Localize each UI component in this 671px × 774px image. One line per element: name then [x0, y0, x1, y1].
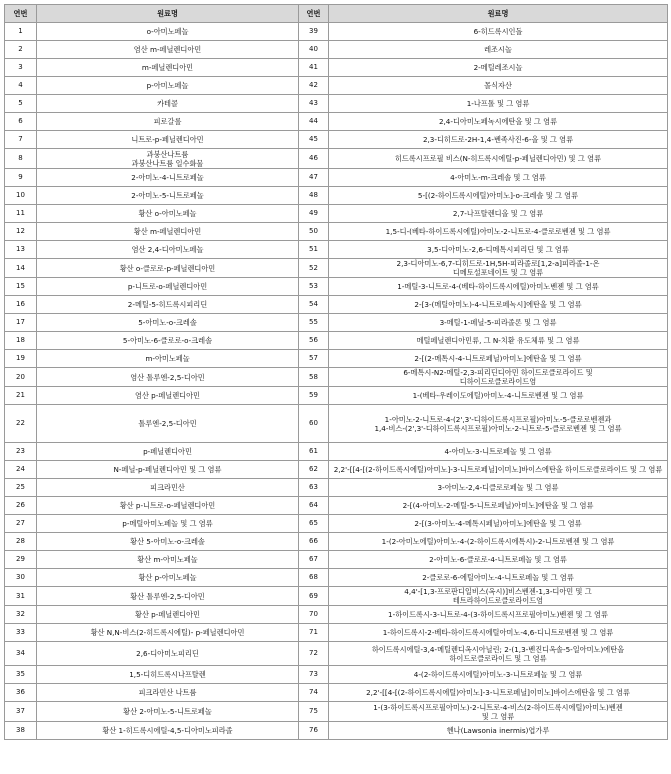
row-no-left: 4 — [5, 77, 37, 95]
row-name-left: 피크라민산 나트륨 — [37, 684, 299, 702]
row-no-left: 1 — [5, 23, 37, 41]
row-name-left: 5-아미노-o-크레솔 — [37, 314, 299, 332]
table-row — [5, 666, 668, 684]
table-row — [5, 387, 668, 405]
row-no-right: 65 — [299, 515, 329, 533]
row-name-right: 2-아미노-6-클로로-4-니트로페놀 및 그 염류 — [329, 551, 668, 569]
row-no-left: 6 — [5, 113, 37, 131]
row-no-left: 12 — [5, 223, 37, 241]
row-name-left: N-페닐-p-페닐렌디아민 및 그 염류 — [37, 461, 299, 479]
row-name-left: 황산 p-니트로-o-페닐렌디아민 — [37, 497, 299, 515]
row-no-right: 55 — [299, 314, 329, 332]
row-name-right: 1-메틸-3-니트로-4-(베타-하이드록시에틸)아미노벤젠 및 그 염류 — [329, 278, 668, 296]
row-no-left: 30 — [5, 569, 37, 587]
table-row — [5, 259, 668, 278]
row-name-right: 5-[(2-하이드록시에틸)아미노]-o-크레솔 및 그 염류 — [329, 187, 668, 205]
row-name-right: 2,4-디아미노페녹시에탄올 및 그 염류 — [329, 113, 668, 131]
row-name-left: 황산 N,N-비스(2-히드록시에틸)- p-페닐렌디아민 — [37, 624, 299, 642]
table-row — [5, 223, 668, 241]
row-name-right: 2-메틸레조시놀 — [329, 59, 668, 77]
row-no-right: 47 — [299, 169, 329, 187]
row-no-right: 44 — [299, 113, 329, 131]
table-header-row — [5, 5, 668, 23]
row-name-right: 2-클로로-6-에틸아미노-4-니트로페놀 및 그 염류 — [329, 569, 668, 587]
row-no-left: 27 — [5, 515, 37, 533]
row-name-right: 2-[3-(메틸아미노)-4-니트로페녹시]에탄올 및 그 염류 — [329, 296, 668, 314]
row-name-left: 카테콜 — [37, 95, 299, 113]
row-name-right: 2-[(4-아미노-2-메틸-5-니트로페닐)아미노]에탄올 및 그 염류 — [329, 497, 668, 515]
row-name-right: 1-(베타-우레이도에틸)아미노-4-니트로벤젠 및 그 염류 — [329, 387, 668, 405]
row-name-left: p-페닐렌디아민 — [37, 443, 299, 461]
row-no-left: 24 — [5, 461, 37, 479]
row-no-left: 33 — [5, 624, 37, 642]
row-name-right: 2,3-디히드로-2H-1,4-벤족사진-6-올 및 그 염류 — [329, 131, 668, 149]
row-no-right: 52 — [299, 259, 329, 278]
table-row — [5, 722, 668, 740]
row-name-right: 3-아미노-2,4-디클로로페놀 및 그 염류 — [329, 479, 668, 497]
row-no-right: 45 — [299, 131, 329, 149]
table-row — [5, 569, 668, 587]
table-row — [5, 350, 668, 368]
row-name-left: 2-메틸-5-히드록시피리딘 — [37, 296, 299, 314]
row-no-right: 59 — [299, 387, 329, 405]
row-no-left: 21 — [5, 387, 37, 405]
row-name-right: 1-하이드록시-3-니트로-4-(3-하이드록시프로필아미노)벤젠 및 그 염류 — [329, 606, 668, 624]
table-row — [5, 368, 668, 387]
row-no-right: 69 — [299, 587, 329, 606]
table-row — [5, 241, 668, 259]
row-name-right: 3,5-디아미노-2,6-디메톡시피리딘 및 그 염류 — [329, 241, 668, 259]
row-no-right: 66 — [299, 533, 329, 551]
row-no-right: 74 — [299, 684, 329, 702]
row-no-right: 58 — [299, 368, 329, 387]
row-no-right: 56 — [299, 332, 329, 350]
row-name-left: 황산 5-아미노-o-크레솔 — [37, 533, 299, 551]
row-no-right: 71 — [299, 624, 329, 642]
row-no-left: 14 — [5, 259, 37, 278]
row-no-right: 54 — [299, 296, 329, 314]
row-no-left: 15 — [5, 278, 37, 296]
table-row — [5, 314, 668, 332]
table-row — [5, 551, 668, 569]
row-name-right: 3-메틸-1-페닐-5-피라졸론 및 그 염류 — [329, 314, 668, 332]
row-no-right: 49 — [299, 205, 329, 223]
row-no-right: 57 — [299, 350, 329, 368]
row-name-left: 과붕산나트륨 과붕산나트륨 일수화물 — [37, 149, 299, 169]
table-row — [5, 332, 668, 350]
table-row — [5, 606, 668, 624]
table-row — [5, 479, 668, 497]
header-name-left: 원료명 — [37, 5, 299, 23]
row-no-left: 9 — [5, 169, 37, 187]
row-no-left: 25 — [5, 479, 37, 497]
row-name-left: 2-아미노-4-니트로페놀 — [37, 169, 299, 187]
row-name-left: 황산 o-클로로-p-페닐렌디아민 — [37, 259, 299, 278]
row-no-right: 72 — [299, 642, 329, 666]
row-no-left: 32 — [5, 606, 37, 624]
row-no-right: 43 — [299, 95, 329, 113]
row-name-left: m-아미노페놀 — [37, 350, 299, 368]
row-no-left: 19 — [5, 350, 37, 368]
table-row — [5, 187, 668, 205]
table-row — [5, 113, 668, 131]
row-no-right: 42 — [299, 77, 329, 95]
table-row — [5, 533, 668, 551]
row-name-left: 피로갈롤 — [37, 113, 299, 131]
row-no-right: 68 — [299, 569, 329, 587]
row-name-left: p-니트로-o-페닐렌디아민 — [37, 278, 299, 296]
row-no-right: 46 — [299, 149, 329, 169]
row-no-left: 13 — [5, 241, 37, 259]
row-name-right: 헨나(Lawsonia inermis)엽가루 — [329, 722, 668, 740]
table-body — [5, 23, 668, 740]
row-name-left: 1,5-디히드록시나프탈렌 — [37, 666, 299, 684]
row-no-right: 75 — [299, 702, 329, 722]
row-no-right: 76 — [299, 722, 329, 740]
row-name-left: 황산 m-아미노페놀 — [37, 551, 299, 569]
ingredient-table — [4, 4, 668, 740]
row-name-left: 염산 톨루엔-2,5-디아민 — [37, 368, 299, 387]
row-name-right: 6-히드록시인돌 — [329, 23, 668, 41]
row-no-right: 62 — [299, 461, 329, 479]
row-name-left: 황산 2-아미노-5-니트로페놀 — [37, 702, 299, 722]
row-no-right: 40 — [299, 41, 329, 59]
row-name-right: 몰식자산 — [329, 77, 668, 95]
row-no-right: 50 — [299, 223, 329, 241]
table-row — [5, 461, 668, 479]
row-name-right: 4-아미노-m-크레솔 및 그 염류 — [329, 169, 668, 187]
row-no-right: 60 — [299, 405, 329, 443]
row-no-right: 61 — [299, 443, 329, 461]
row-name-right: 2-[(2-메톡시-4-니트로페닐)아미노]에탄올 및 그 염류 — [329, 350, 668, 368]
table-row — [5, 59, 668, 77]
row-no-right: 51 — [299, 241, 329, 259]
row-no-left: 37 — [5, 702, 37, 722]
row-name-right: 2,3-디아미노-6,7-디히드로-1H,5H-피라졸로[1,2-a]피라졸-1-온 디메토설포네이트 및 그 염류 — [329, 259, 668, 278]
row-name-right: 1-나프톨 및 그 염류 — [329, 95, 668, 113]
row-name-left: 5-아미노-6-클로로-o-크레솔 — [37, 332, 299, 350]
row-no-left: 29 — [5, 551, 37, 569]
row-no-right: 70 — [299, 606, 329, 624]
row-name-right: 히드록시프로필 비스(N-히드록시에틸-p-페닐렌디아민) 및 그 염류 — [329, 149, 668, 169]
row-name-right: 하이드록시에틸-3,4-메틸렌디옥시아닐린; 2-(1,3-벤진디옥솔-5-일아미노)에탄올 하이드로클로라이드 및 그 염류 — [329, 642, 668, 666]
row-no-left: 23 — [5, 443, 37, 461]
row-name-right: 2,2'-[[4-[(2-하이드록시에틸)아미노]-3-니트로페닐]이미노]바이스에탄올 및 그 염류 — [329, 684, 668, 702]
row-name-right: 1-하이드록시-2-베타-하이드록시에틸아미노-4,6-디니트로벤젠 및 그 염류 — [329, 624, 668, 642]
table-row — [5, 205, 668, 223]
row-no-right: 64 — [299, 497, 329, 515]
row-name-left: 2-아미노-5-니트로페놀 — [37, 187, 299, 205]
row-no-left: 2 — [5, 41, 37, 59]
row-name-right: 2,2'-[[4-[(2-하이드록시에틸)아미노]-3-니트로페닐]이미노]바이스에탄올 하이드로클로라이드 및 그 염류 — [329, 461, 668, 479]
table-row — [5, 587, 668, 606]
row-no-left: 26 — [5, 497, 37, 515]
row-no-left: 8 — [5, 149, 37, 169]
row-name-left: 황산 1-히드록시에틸-4,5-디아미노피라졸 — [37, 722, 299, 740]
ingredient-table-wrapper — [4, 4, 667, 740]
row-no-right: 39 — [299, 23, 329, 41]
row-name-right: 2-[(3-아미노-4-메톡시페닐)아미노]에탄올 및 그 염류 — [329, 515, 668, 533]
table-row — [5, 443, 668, 461]
table-row — [5, 642, 668, 666]
row-name-left: 황산 o-아미노페놀 — [37, 205, 299, 223]
table-row — [5, 702, 668, 722]
row-no-left: 11 — [5, 205, 37, 223]
row-no-left: 17 — [5, 314, 37, 332]
row-name-right: 6-메톡시-N2-메틸-2,3-피리딘디아민 하이드로클로라이드 및 디하이드로클로라이드염 — [329, 368, 668, 387]
row-no-left: 28 — [5, 533, 37, 551]
table-row — [5, 278, 668, 296]
table-row — [5, 497, 668, 515]
row-no-right: 48 — [299, 187, 329, 205]
row-name-right: 레조시놀 — [329, 41, 668, 59]
row-name-right: 1,5-디-(베타-하이드록시에틸)아미노-2-니트로-4-클로로벤젠 및 그 염류 — [329, 223, 668, 241]
header-no-left: 연번 — [5, 5, 37, 23]
row-name-left: 염산 2,4-디아미노페놀 — [37, 241, 299, 259]
row-no-right: 73 — [299, 666, 329, 684]
header-no-right: 연번 — [299, 5, 329, 23]
table-row — [5, 405, 668, 443]
table-row — [5, 149, 668, 169]
table-row — [5, 515, 668, 533]
header-name-right: 원료명 — [329, 5, 668, 23]
row-name-left: 톨루엔-2,5-디아민 — [37, 405, 299, 443]
row-name-left: o-아미노페놀 — [37, 23, 299, 41]
row-no-right: 53 — [299, 278, 329, 296]
row-no-left: 7 — [5, 131, 37, 149]
row-name-left: p-메틸아미노페놀 및 그 염류 — [37, 515, 299, 533]
row-name-left: 황산 p-페닐렌디아민 — [37, 606, 299, 624]
row-no-left: 36 — [5, 684, 37, 702]
row-no-left: 31 — [5, 587, 37, 606]
row-name-left: 황산 p-아미노페놀 — [37, 569, 299, 587]
row-name-right: 1-(3-하이드록시프로필아미노)-2-니트로-4-비스(2-하이드록시에틸)아미노)벤젠 및 그 염류 — [329, 702, 668, 722]
row-name-right: 메틸페닐렌디아민류, 그 N-치환 유도체류 및 그 염류 — [329, 332, 668, 350]
table-row — [5, 23, 668, 41]
table-row — [5, 684, 668, 702]
row-name-left: 염산 p-페닐렌디아민 — [37, 387, 299, 405]
row-no-left: 38 — [5, 722, 37, 740]
row-name-left: 염산 m-페닐렌디아민 — [37, 41, 299, 59]
row-name-left: 2,6-디아미노피리딘 — [37, 642, 299, 666]
row-name-left: m-페닐렌디아민 — [37, 59, 299, 77]
row-name-right: 1-아미노-2-니트로-4-(2',3'-디하이드록시프로필)아미노-5-클로로벤젠과 1,4-비스-(2',3'-디하이드록시프로필)아미노-2-니트로-5-클로로벤젠 및 그 염류 — [329, 405, 668, 443]
row-no-left: 3 — [5, 59, 37, 77]
row-no-right: 41 — [299, 59, 329, 77]
row-no-left: 20 — [5, 368, 37, 387]
row-no-left: 16 — [5, 296, 37, 314]
table-row — [5, 296, 668, 314]
row-name-right: 2,7-나프탈렌디올 및 그 염류 — [329, 205, 668, 223]
table-row — [5, 169, 668, 187]
row-name-left: 피크라민산 — [37, 479, 299, 497]
row-name-left: p-아미노페놀 — [37, 77, 299, 95]
row-name-left: 황산 톨루엔-2,5-디아민 — [37, 587, 299, 606]
row-no-left: 34 — [5, 642, 37, 666]
row-no-right: 63 — [299, 479, 329, 497]
row-no-left: 35 — [5, 666, 37, 684]
table-row — [5, 95, 668, 113]
row-name-right: 4,4'-[1,3-프로판디일비스(옥시)]비스벤젠-1,3-디아민 및 그 테트라하이드로클로라이드염 — [329, 587, 668, 606]
row-name-right: 4-(2-하이드록시에틸)아미노-3-니트로페놀 및 그 염류 — [329, 666, 668, 684]
table-row — [5, 131, 668, 149]
table-row — [5, 624, 668, 642]
row-name-right: 4-아미노-3-니트로페놀 및 그 염류 — [329, 443, 668, 461]
table-row — [5, 41, 668, 59]
row-no-left: 22 — [5, 405, 37, 443]
row-name-left: 황산 m-페닐렌디아민 — [37, 223, 299, 241]
row-no-left: 5 — [5, 95, 37, 113]
row-no-left: 10 — [5, 187, 37, 205]
row-name-left: 니트로-p-페닐렌디아민 — [37, 131, 299, 149]
row-no-left: 18 — [5, 332, 37, 350]
row-no-right: 67 — [299, 551, 329, 569]
row-name-right: 1-(2-아미노에틸)아미노-4-(2-하이드록시에톡시)-2-니트로벤젠 및 그 염류 — [329, 533, 668, 551]
table-row — [5, 77, 668, 95]
